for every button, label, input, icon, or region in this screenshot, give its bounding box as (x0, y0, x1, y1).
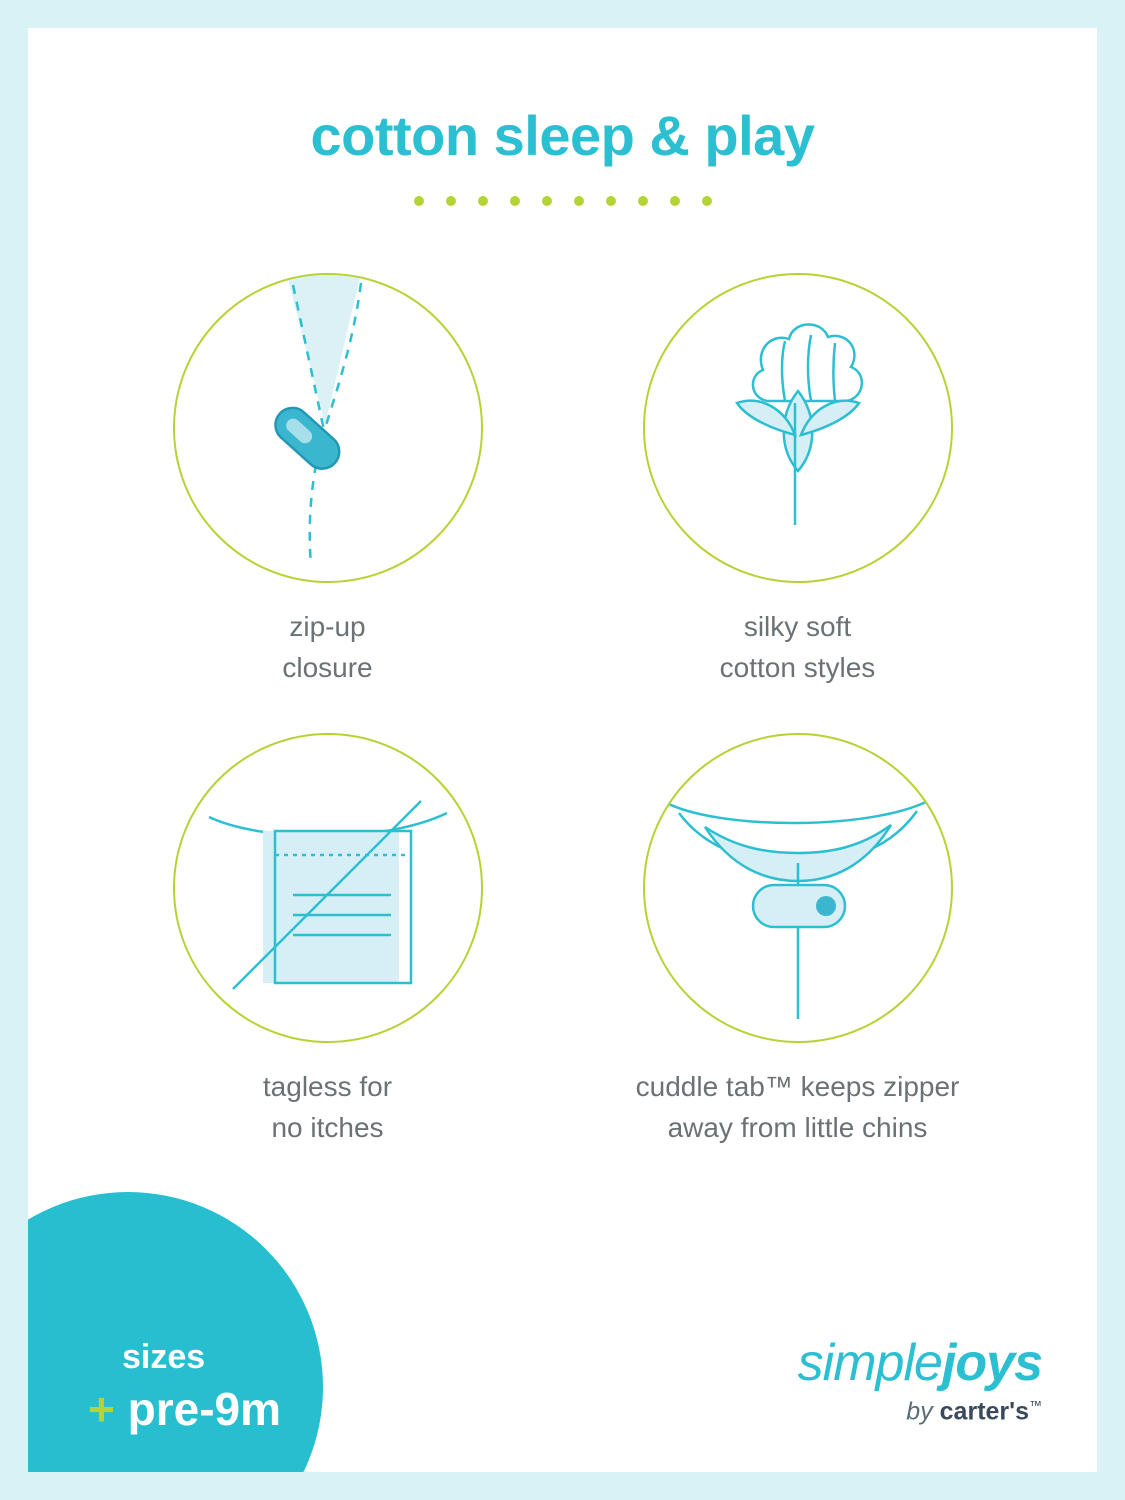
brand-logo (797, 1333, 1042, 1425)
sizes-range (88, 1383, 282, 1435)
feature-icon-circle (173, 733, 483, 1043)
zipper-pull-icon (175, 275, 481, 581)
divider-dot (606, 196, 616, 206)
sizes-label: sizes (122, 1338, 206, 1376)
sizes-plus: + (88, 1383, 115, 1435)
poster-inner (28, 28, 1097, 1472)
feature-caption (563, 1067, 1033, 1148)
no-tag-label-icon (175, 735, 481, 1041)
divider-dot (510, 196, 520, 206)
brand-logo-wordmark (797, 1333, 1042, 1392)
feature-caption (282, 607, 372, 688)
feature-silky-soft-cotton (563, 273, 1033, 688)
feature-caption-line1: zip-up (289, 611, 366, 642)
divider-dot (670, 196, 680, 206)
feature-icon-circle (643, 733, 953, 1043)
feature-row (28, 733, 1097, 1148)
divider-dot (574, 196, 584, 206)
feature-caption-line2: away from little chins (667, 1111, 928, 1143)
feature-tagless (93, 733, 563, 1148)
sizes-range-value: pre-9m (127, 1383, 282, 1435)
feature-caption-line1: cuddle tab™ keeps zipper (635, 1071, 960, 1103)
brand-logo-byline (798, 1399, 1042, 1424)
cuddle-tab-collar-icon (645, 735, 951, 1041)
feature-zip-up-closure (93, 273, 563, 688)
feature-icon-circle (643, 273, 953, 583)
feature-cuddle-tab (563, 733, 1033, 1148)
divider-dot (638, 196, 648, 206)
feature-caption (720, 607, 876, 688)
brand-logo-joys: joys (941, 1333, 1042, 1392)
divider-dots (28, 196, 1097, 206)
cotton-boll-icon (645, 275, 951, 581)
sizes-text (88, 1338, 282, 1435)
brand-logo-by: by (906, 1397, 933, 1425)
trademark-icon: ™ (1029, 1397, 1042, 1413)
divider-dot (702, 196, 712, 206)
feature-grid (28, 273, 1097, 1148)
feature-caption (263, 1067, 392, 1148)
feature-icon-circle (173, 273, 483, 583)
brand-logo-carters: carter's (939, 1397, 1029, 1425)
feature-caption-line1: tagless for (262, 1071, 393, 1103)
divider-dot (478, 196, 488, 206)
feature-caption-line2: closure (282, 651, 373, 683)
divider-dot (446, 196, 456, 206)
feature-caption-line2: no itches (271, 1111, 384, 1143)
feature-caption-line2: cotton styles (719, 651, 876, 683)
brand-logo-simple: simple (797, 1333, 942, 1392)
feature-caption-line1: silky soft (743, 611, 852, 642)
divider-dot (414, 196, 424, 206)
divider-dot (542, 196, 552, 206)
feature-row (28, 273, 1097, 688)
page-title: cotton sleep & play (310, 104, 815, 167)
